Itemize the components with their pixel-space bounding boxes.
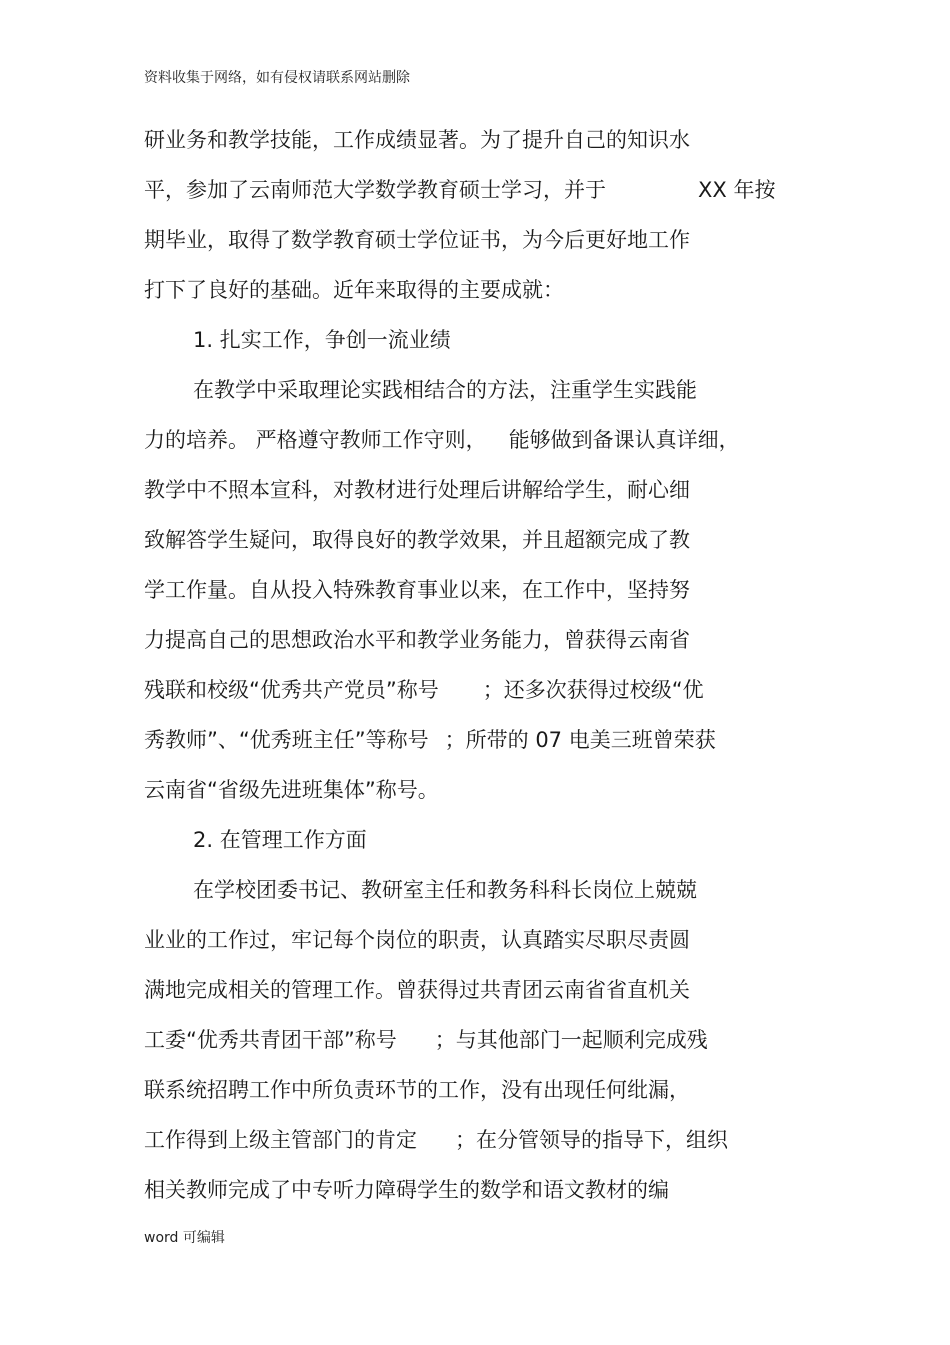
text-segment: ；与其他部门一起顺利完成残: [434, 1028, 708, 1052]
text-segment: XX 年按: [698, 178, 776, 202]
text-line-2: [144, 175, 775, 205]
text-line-7: [144, 425, 740, 455]
text-line-1: [144, 125, 690, 155]
text-segment: 相关教师完成了中专听力障碍学生的数学和语文教材的编: [144, 1178, 669, 1202]
text-segment: 期毕业，取得了数学教育硕士学位证书，为今后更好地工作: [144, 228, 690, 252]
text-segment: 残联和校级“优秀共产党员”称号: [144, 678, 439, 702]
text-segment: 秀教师”、“优秀班主任”等称号: [144, 728, 429, 752]
text-line-9: [144, 525, 690, 555]
text-line-18: [144, 975, 690, 1005]
text-segment: 工委“优秀共青团干部”称号: [144, 1028, 397, 1052]
text-line-6: [193, 375, 697, 405]
text-segment: ；所带的 07 电美三班曾荣获: [444, 728, 716, 752]
text-segment: 1. 扎实工作，争创一流业绩: [193, 328, 451, 352]
text-segment: ；还多次获得过校级“优: [482, 678, 704, 702]
text-line-22: [144, 1175, 669, 1205]
text-segment: 工作得到上级主管部门的肯定: [144, 1128, 417, 1152]
text-segment: 联系统招聘工作中所负责环节的工作，没有出现任何纰漏，: [144, 1078, 690, 1102]
text-segment: 力提高自己的思想政治水平和教学业务能力，曾获得云南省: [144, 628, 690, 652]
text-segment: 平，参加了云南师范大学数学教育硕士学习，并于: [144, 178, 606, 202]
text-line-13: [144, 725, 716, 755]
text-line-16: [193, 875, 697, 905]
text-segment: 打下了良好的基础。近年来取得的主要成就：: [144, 278, 564, 302]
footer-note: word 可编辑: [144, 1230, 225, 1246]
text-segment: 学工作量。自从投入特殊教育事业以来，在工作中，坚持努: [144, 578, 690, 602]
text-line-4: [144, 275, 564, 305]
text-line-10: [144, 575, 690, 605]
text-line-19: [144, 1025, 708, 1055]
text-segment: 业业的工作过，牢记每个岗位的职责，认真踏实尽职尽责圆: [144, 928, 690, 952]
text-segment: ；在分管领导的指导下，组织: [455, 1128, 728, 1152]
text-segment: 致解答学生疑问，取得良好的教学效果，并且超额完成了教: [144, 528, 690, 552]
text-line-11: [144, 625, 690, 655]
text-segment: 在学校团委书记、教研室主任和教务科科长岗位上兢兢: [193, 878, 697, 902]
text-line-12: [144, 675, 704, 705]
text-segment: 满地完成相关的管理工作。曾获得过共青团云南省省直机关: [144, 978, 690, 1002]
text-segment: 力的培养。 严格遵守教师工作守则，: [144, 428, 487, 452]
text-line-21: [144, 1125, 728, 1155]
section-heading-1: [193, 325, 451, 355]
text-segment: 2. 在管理工作方面: [193, 828, 367, 852]
section-heading-2: [193, 825, 367, 855]
text-line-14: [144, 775, 439, 805]
text-segment: 能够做到备课认真详细，: [508, 428, 740, 452]
text-segment: 云南省“省级先进班集体”称号。: [144, 778, 439, 802]
header-note: 资料收集于网络，如有侵权请联系网站删除: [144, 70, 410, 86]
text-line-8: [144, 475, 690, 505]
text-line-17: [144, 925, 690, 955]
text-segment: 教学中不照本宣科，对教材进行处理后讲解给学生，耐心细: [144, 478, 690, 502]
text-segment: 在教学中采取理论实践相结合的方法，注重学生实践能: [193, 378, 697, 402]
text-segment: 研业务和教学技能，工作成绩显著。为了提升自己的知识水: [144, 128, 690, 152]
text-line-20: [144, 1075, 690, 1105]
text-line-3: [144, 225, 690, 255]
